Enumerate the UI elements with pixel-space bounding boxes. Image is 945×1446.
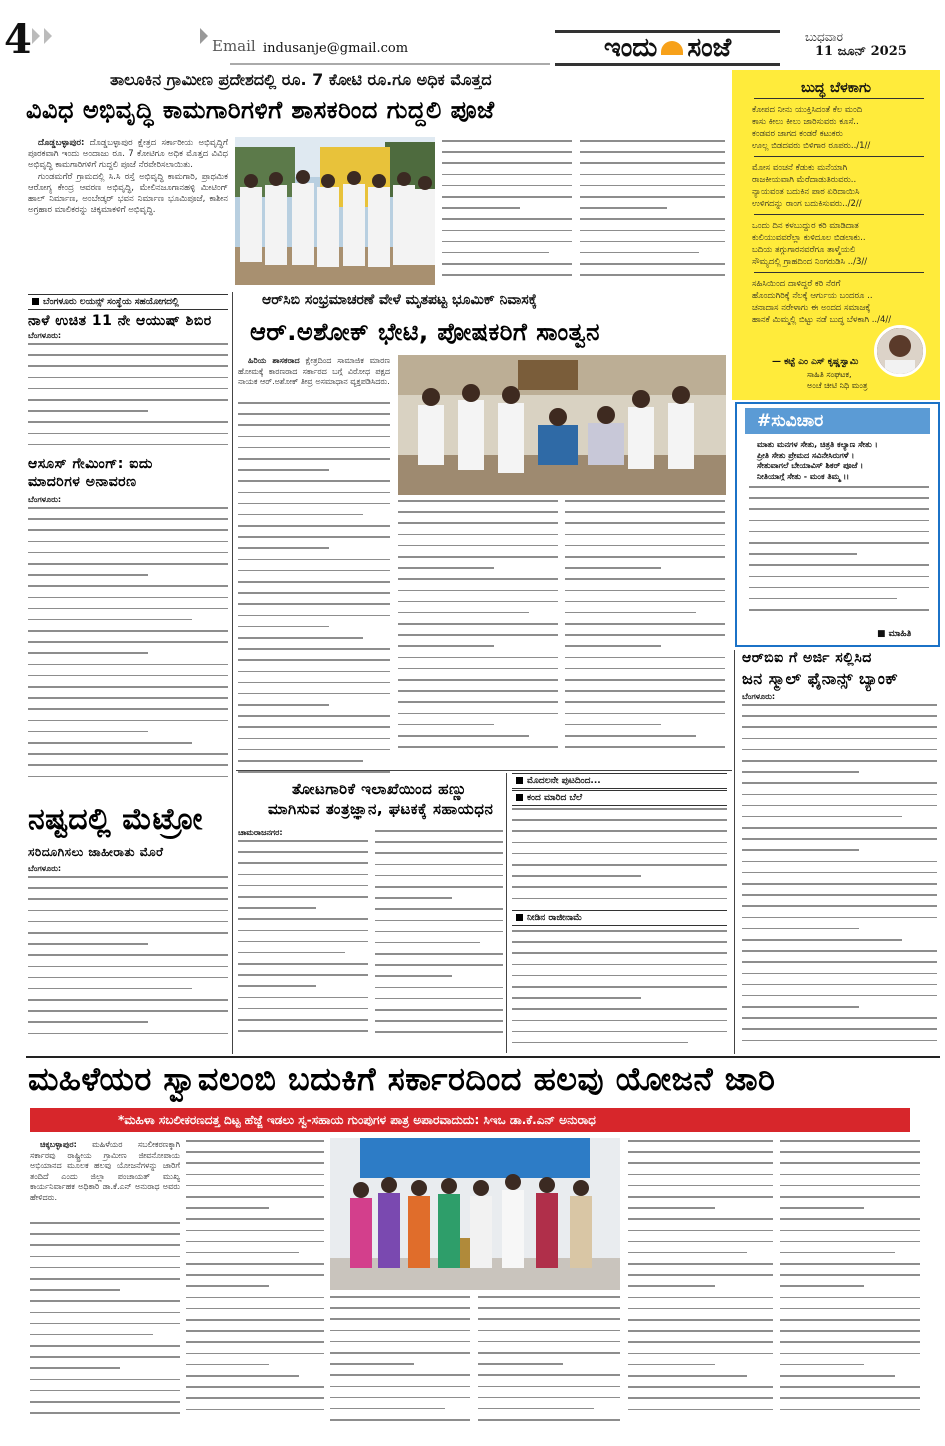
camp-headline: ನಾಳೆ ಉಚಿತ 11 ನೇ ಆಯುಷ್ ಶಿಬಿರ bbox=[28, 313, 212, 329]
story1-kicker: ತಾಲೂಕಿನ ಗ್ರಾಮೀಣ ಪ್ರದೇಶದಲ್ಲಿ ರೂ. 7 ಕೋಟಿ ರೂ.ಗೂ ಅಧಿಕ ಮೊತ್ತದ bbox=[110, 70, 492, 89]
story2-column-2 bbox=[398, 500, 558, 770]
camp-dateline: ಬೆಂಗಳೂರು: bbox=[28, 331, 62, 340]
poem-stanza-1: ಕೋಪದ ನೀನು ಯುಕ್ತಿಸಿದಂತೆ ಕೆಲ ಮಂದಿ ಕಾಸು ಕೀಲು ಕೀಲು ಜಾರಿಸುವರು ಕೂಸೆ.. ಕಂಡವರ ಜಾಗದ ಕಂಡರೆ ಕಟುಕರು ಊಲ್ಲ ಬಿಡದವರು ಬಿಳಿಗಾರ ರೂಪರು../1// bbox=[752, 105, 871, 151]
poem-stanza-4: ಸಹಿಸಿಯಿಂದ ದಾಳಿದ್ದರೆ ಕರಿ ನೆರಗೆ ಹೊಂದುಗಿರಿಕ್ಕೆ ನೆಲಕ್ಕೆ ಆರ್ಗುಯ ಬಂದರೂ .. ಚನಾದಾಸ ನರೇಳಾಗು ಈ ಅಂದದ ಸಮಾಜಕ್ಕೆ ಹಾನಕೆ ಮಿಮ್ಮಲ್ಲಿ ಬಿಟ್ಟು ನಡೆ ಬುದ್ಧ ಬೆಳಕಾಗಿ ../4// bbox=[752, 279, 892, 325]
story1-photo bbox=[235, 137, 435, 285]
story2-photo bbox=[398, 355, 726, 495]
bottom-column-5 bbox=[628, 1140, 773, 1434]
column-rule bbox=[734, 650, 735, 1054]
camp-label: ಬೆಂಗಳೂರು ಲಯನ್ಸ್ ಸಂಸ್ಥೆಯ ಸಹಯೋಗದಲ್ಲಿ bbox=[28, 294, 228, 310]
metro-dateline: ಬೆಂಗಳೂರು: bbox=[28, 864, 62, 873]
poet-role-2: ಅಂಚೆ ಚೀಟಿ ನಿಧಿ ಮಂತ್ರ bbox=[807, 381, 868, 390]
story1-lead: ದೊಡ್ಡಬಳ್ಳಾಪುರ ಕ್ಷೇತ್ರದ ಸರ್ಕಾರೀಯ ಅಭಿವೃದ್ಧಿಗೆ ಪೂರಕವಾಗಿ ಇಂದು ಅಂದಾಜು ರೂ. 7 ಕೋಟಿಗೂ ಅಧಿಕ ಮೊತ್ತದ ವಿವಿಧ ಅಭಿವೃದ್ಧಿ ಕಾಮಗಾರಿಗಳಿಗೆ ಗುದ್ದಲಿ ಪೂಜೆ ನೆರವೇರಿಸಲಾಯಿತು. bbox=[28, 138, 228, 171]
brief-body-2 bbox=[512, 930, 727, 1052]
suvichara-body bbox=[749, 486, 929, 626]
bottom-column-3 bbox=[330, 1296, 470, 1434]
story1-body bbox=[28, 138, 228, 286]
poem-divider bbox=[754, 156, 924, 157]
camp-body bbox=[28, 343, 228, 453]
bottom-column-2 bbox=[186, 1140, 324, 1434]
brief-body-1 bbox=[512, 808, 727, 908]
bottom-headline: ಮಹಿಳೆಯರ ಸ್ವಾವಲಂಬಿ ಬದುಕಿಗೆ ಸರ್ಕಾರದಿಂದ ಹಲವು ಯೋಜನೆ ಜಾರಿ bbox=[28, 1060, 776, 1098]
email-link[interactable]: indusanje@gmail.com bbox=[263, 41, 409, 56]
poem-title: ಬುದ್ಧ ಬೆಳಕಾಗು bbox=[801, 80, 871, 96]
rbi-body bbox=[742, 704, 937, 1052]
story1-para2: ಗುಂಡಮಗೆರೆ ಗ್ರಾಮದಲ್ಲಿ ಸಿ.ಸಿ ರಸ್ತೆ ಅಭಿವೃದ್ಧಿ ಕಾಮಗಾರಿ, ಪ್ರಾಥಮಿಕ ಆರೋಗ್ಯ ಕೇಂದ್ರ ಆವರಣ ಅಭಿವೃದ್ಧಿ, ಮೇಲಿನಜೂಗಾನಹಳ್ಳಿ ಮೀಟಿಂಗ್ ಹಾಲ್ ನಿರ್ಮಾಣ, ಅಂಬೇಡ್ಕರ್ ಭವನ ನಿರ್ಮಾಣ ಭೂಮಿಪೂಜೆ, ಕಾಶೀನ ಅಗ್ರಹಾರ ಮಾಲಿಕರನ್ನು ಚಿಕ್ಕಮಾಕಳಿಗೆ ಅಭಿವೃದ್ಧಿ. bbox=[28, 171, 228, 216]
asus-headline-2: ಮಾದರಿಗಳ ಅನಾವರಣ bbox=[28, 474, 137, 490]
section-rule bbox=[236, 770, 732, 771]
column-rule bbox=[506, 773, 507, 1053]
rbi-dateline: ಬೆಂಗಳೂರು: bbox=[742, 692, 776, 701]
suvichara-footer: ■ ಮಾಹಿತಿ bbox=[877, 629, 912, 639]
story1-dateline: ದೊಡ್ಡಬಳ್ಳಾಪುರ: bbox=[38, 138, 85, 148]
poet-role: ಸಾಹಿತಿ ಸಂಘಟಕ, bbox=[807, 370, 852, 379]
suvichara-quote: ಮಾತು ಮನಗಳ ಸೇತು, ಚಿತ್ರತಿ ಕಲ್ಯಾಣ ಸೇತು । ಪ್ರೀತಿ ಸೇತು ಪ್ರೇಮದ ಸವಿನೇಸಿರುಗಳೆ । ಸೇತುವಾಗಲೆ ಬೇಯಾವಿಸ್ ಶಿಕರ್ ಪೂಜೆ । ನೀತಿಯಾಗ್ಗೆ ಸೇತು - ಮಂಕ ತಿಮ್ಮ ।। bbox=[757, 440, 878, 481]
email-label: Email bbox=[212, 37, 256, 55]
bottom-photo bbox=[330, 1138, 620, 1290]
page-arrow-icon bbox=[32, 26, 232, 46]
story2-column-3 bbox=[565, 500, 725, 770]
section-rule bbox=[26, 1056, 940, 1058]
poem-box bbox=[732, 70, 940, 400]
bottom-column-1 bbox=[30, 1222, 180, 1434]
poem-divider bbox=[754, 214, 924, 215]
story2-kicker: ಆರ್‌ಸಿಬಿ ಸಂಭ್ರಮಾಚರಣೆ ವೇಳೆ ಮೃತಪಟ್ಟ ಭೂಮಿಕ್ ನಿವಾಸಕ್ಕೆ bbox=[262, 292, 537, 308]
newspaper-logo bbox=[555, 30, 780, 66]
suvichara-box bbox=[735, 402, 940, 647]
poem-stanza-3: ಒಂದು ದಿನ ಕಳಬುದ್ದುರ ಕರಿ ಮಾಡಿದಾತ ಕುಲಿಯುವವರೆಲ್ಲಾ ಕುಳಿದೂಲ ಬಿಡಲಾಕು.. ಬದಿಯ ತಗ್ಗುಗಾರನವರೆಗೂ ತಾಳ್ಮೆಯಲಿ ಸೌಮ್ಯದಲ್ಲಿ ಗ್ರಾಹದಿಂದ ನಿಂಗರುಡಿಸಿ ../3// bbox=[752, 221, 868, 267]
brief-label-1: ಮೊದಲನೇ ಪುಟದಿಂದ... bbox=[512, 773, 727, 789]
story2-lead: ಹಿರಿಯ ಶಾಸಕರಾದ ಕ್ಷೇತ್ರದಿಂದ ಸಾಮಾಜಿಕ ಮಾರಣ ಹೋಮಕ್ಕೆ ಕಾರಣರಾದ ಸರ್ಕಾರದ ಬಗ್ಗೆ ವಿರೋಧ ಪಕ್ಷದ ನಾಯಕ ಆರ್.ಅಶೋಕ್ ತೀವ್ರ ಅಸಮಾಧಾನ ವ್ಯಕ್ತಪಡಿಸಿದರು. bbox=[238, 356, 390, 386]
story1-column-3 bbox=[580, 140, 725, 288]
brief-label-2: ಕಂದ ಮಾರಿದ ಬೆಲೆ bbox=[512, 790, 727, 806]
poem-divider bbox=[754, 98, 924, 99]
story2-headline: ಆರ್.ಅಶೋಕ್ ಭೇಟಿ, ಪೋಷಕರಿಗೆ ಸಾಂತ್ವನ bbox=[250, 318, 600, 346]
logo-text-left: ಇಂದು bbox=[603, 32, 658, 63]
sun-icon bbox=[661, 41, 683, 55]
suvichara-title: #ಸುವಿಚಾರ bbox=[745, 408, 930, 434]
bottom-subhead-strip: *ಮಹಿಳಾ ಸಬಲೀಕರಣದತ್ತ ದಿಟ್ಟ ಹೆಜ್ಜೆ ಇಡಲು ಸ್ವ-ಸಹಾಯ ಗುಂಪುಗಳ ಪಾತ್ರ ಅಪಾರವಾದುದು: ಸಿಇಒ ಡಾ.ಕೆ.ಎನ್ ಅನುರಾಧ bbox=[30, 1108, 910, 1132]
asus-body bbox=[28, 507, 228, 797]
asus-headline-1: ಆಸೂಸ್ ಗೇಮಿಂಗ್: ಐದು bbox=[28, 456, 153, 472]
horti-headline-1: ತೋಟಗಾರಿಕೆ ಇಲಾಖೆಯಿಂದ ಹಣ್ಣು bbox=[292, 780, 468, 798]
story2-column-1 bbox=[238, 402, 390, 797]
metro-body bbox=[28, 876, 228, 1052]
horti-headline-2: ಮಾಗಿಸುವ ತಂತ್ರಜ್ಞಾನ, ಘಟಕಕ್ಕೆ ಸಹಾಯಧನ bbox=[268, 800, 494, 818]
page-number: 4 bbox=[4, 16, 32, 63]
rbi-headline-1: ಆರ್‌ಬಿಐ ಗೆ ಅರ್ಜಿ ಸಲ್ಲಿಸಿದ bbox=[742, 650, 872, 666]
horti-column-2 bbox=[375, 830, 503, 1052]
bottom-lead: ಚಿಕ್ಕಬಳ್ಳಾಪುರ: ಮಹಿಳೆಯರ ಸಬಲೀಕರಣಕ್ಕಾಗಿ ಸರ್ಕಾರವು ರಾಷ್ಟ್ರೀಯ ಗ್ರಾಮೀಣ ಜೀವನೋಪಾಯ ಅಭಿಯಾನದ ಮೂಲಕ ಹಲವು ಯೋಜನೆಗಳನ್ನು ಜಾರಿಗೆ ತಂದಿದೆ ಎಂದು ಜಿಲ್ಲಾ ಪಂಚಾಯತ್ ಮುಖ್ಯ ಕಾರ್ಯನಿರ್ವಾಹಕ ಅಧಿಕಾರಿ ಡಾ.ಕೆ.ಎನ್ ಅನುರಾಧ ಅವರು ಹೇಳಿದರು. bbox=[30, 1140, 180, 1202]
header-rule bbox=[230, 63, 550, 65]
issue-date: 11 ಜೂನ್ 2025 bbox=[815, 44, 907, 59]
poet-photo bbox=[874, 325, 926, 377]
metro-subhead: ಸರಿದೂಗಿಸಲು ಜಾಹೀರಾತು ಮೊರೆ bbox=[28, 845, 164, 859]
story1-headline: ವಿವಿಧ ಅಭಿವೃದ್ಧಿ ಕಾಮಗಾರಿಗಳಿಗೆ ಶಾಸಕರಿಂದ ಗುದ್ದಲಿ ಪೂಜೆ bbox=[26, 96, 495, 124]
asus-dateline: ಬೆಂಗಳೂರು: bbox=[28, 495, 62, 504]
story1-column-2 bbox=[442, 140, 572, 288]
horti-column-1 bbox=[238, 840, 368, 1052]
masthead bbox=[0, 0, 945, 70]
poem-divider bbox=[754, 272, 924, 273]
bottom-column-6 bbox=[780, 1140, 920, 1434]
column-rule bbox=[232, 292, 233, 1054]
brief-label-3: ನೀಡಿನ ರಾಜೀನಾಮೆ bbox=[512, 910, 727, 926]
bottom-column-4 bbox=[478, 1296, 620, 1434]
metro-headline: ನಷ್ಟದಲ್ಲಿ ಮೆಟ್ರೋ bbox=[28, 802, 203, 837]
logo-text-right: ಸಂಜೆ bbox=[687, 32, 732, 63]
poem-stanza-2: ಮೋಸ ವಂಚನೆ ಕೆಡುಕು ಮನೆಯಾಗಿ ರಾಜಕೀಯವಾಗಿ ಮೆರೆದಾಡುತಿರುವರು.. ನ್ಯಾಯವಂತ ಬದುಕಿನ ಪಾಠ ಏರಿದಾಯಿಸಿ ಉಳಿಗದನ್ನು ರಾಂಗ ಬದುಕಿಸುವರು../2// bbox=[752, 163, 862, 209]
horti-dateline: ಚಾಮರಾಜನಗರ: bbox=[238, 828, 283, 837]
weekday: ಬುಧವಾರ bbox=[805, 30, 843, 44]
rbi-headline-2: ಜನ ಸ್ಮಾಲ್ ಫೈನಾನ್ಸ್ ಬ್ಯಾಂಕ್ bbox=[742, 669, 899, 688]
poet-name: — ಕಟ್ಟೆ ಎಂ ಎಸ್ ಕೃಷ್ಣಸ್ವಾಮಿ bbox=[772, 357, 859, 367]
